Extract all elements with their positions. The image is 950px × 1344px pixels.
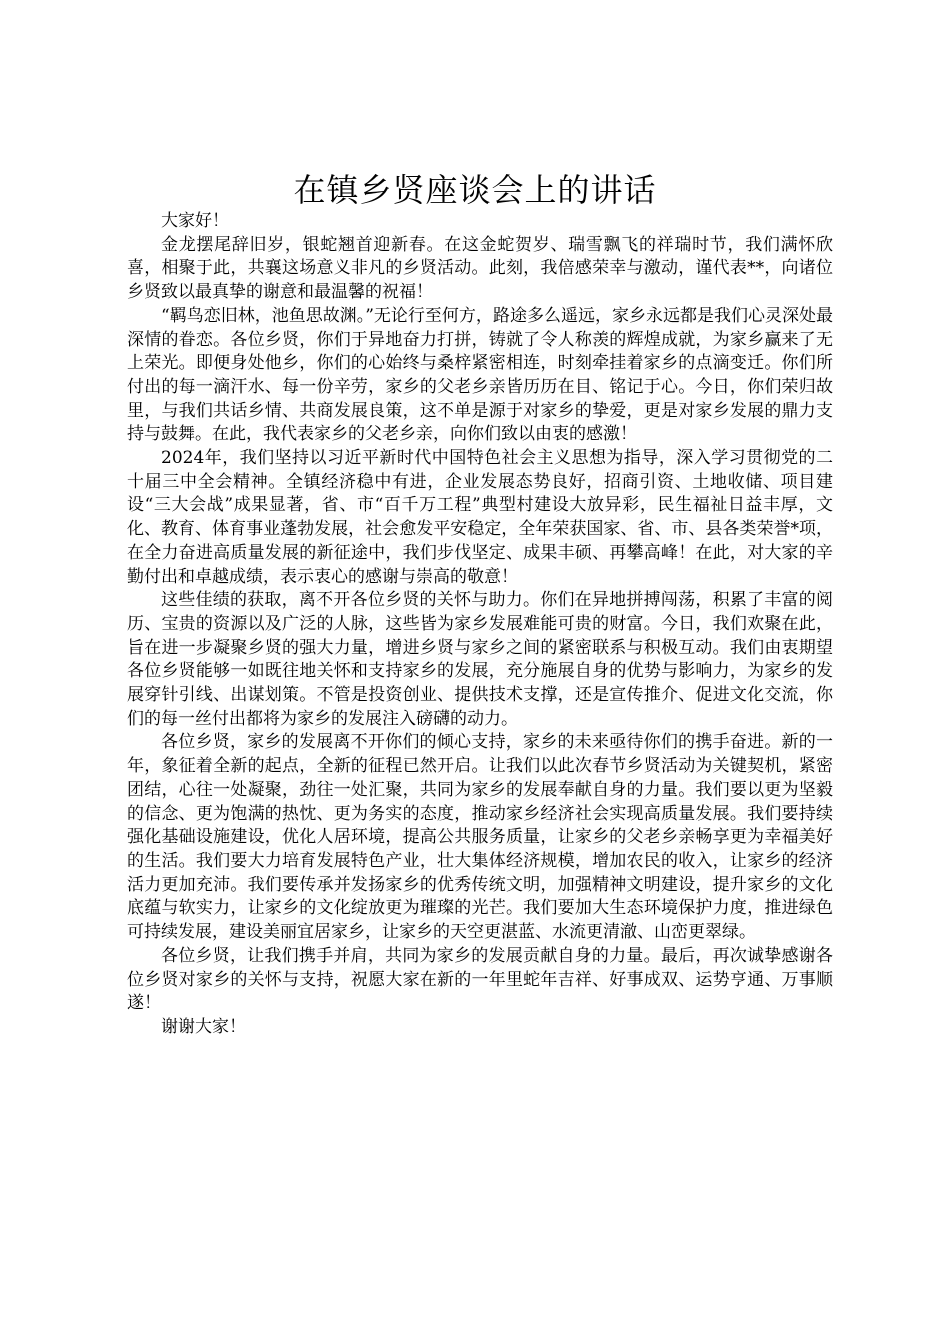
- paragraph-closing: 各位乡贤，让我们携手并肩，共同为家乡的发展贡献自身的力量。最后，再次诚挚感谢各位乡贤对家乡的关怀与支持，祝愿大家在新的一年里蛇年吉祥、好事成双、运势亨通、万事顺遂！: [127, 945, 833, 1014]
- paragraph-support: 这些佳绩的获取，离不开各位乡贤的关怀与助力。你们在异地拼搏闯荡，积累了丰富的阅历、宝贵的资源以及广泛的人脉，这些皆为家乡发展难能可贵的财富。今日，我们欢聚在此，旨在进一步凝聚乡贤的强大力量，增进乡贤与家乡之间的紧密联系与积极互动。我们由衷期望各位乡贤能够一如既往地关怀和支持家乡的发展，充分施展自身的优势与影响力，为家乡的发展穿针引线、出谋划策。不管是投资创业、提供技术支撑，还是宣传推介、促进文化交流，你们的每一丝付出都将为家乡的发展注入磅礴的动力。: [127, 590, 833, 729]
- document-title: 在镇乡贤座谈会上的讲话: [293, 171, 657, 209]
- paragraph-greeting: 大家好！: [161, 211, 229, 231]
- paragraph-opening: 金龙摆尾辞旧岁，银蛇翘首迎新春。在这金蛇贺岁、瑞雪飘飞的祥瑞时节，我们满怀欣喜，相聚于此，共襄这场意义非凡的乡贤活动。此刻，我倍感荣幸与激动，谨代表**，向诸位乡贤致以最真挚的谢意和最温馨的祝福！: [127, 234, 833, 303]
- paragraph-future: 各位乡贤，家乡的发展离不开你们的倾心支持，家乡的未来亟待你们的携手奋进。新的一年，象征着全新的起点，全新的征程已然开启。让我们以此次春节乡贤活动为关键契机，紧密团结，心往一处凝聚，劲往一处汇聚，共同为家乡的发展奉献自身的力量。我们要以更为坚毅的信念、更为饱满的热忱、更为务实的态度，推动家乡经济社会实现高质量发展。我们要持续强化基础设施建设，优化人居环境，提高公共服务质量，让家乡的父老乡亲畅享更为幸福美好的生活。我们要大力培育发展特色产业，壮大集体经济规模，增加农民的收入，让家乡的经济活力更加充沛。我们要传承并发扬家乡的优秀传统文明，加强精神文明建设，提升家乡的文化底蕴与软实力，让家乡的文化绽放更为璀璨的光芒。我们要加大生态环境保护力度，推进绿色可持续发展，建设美丽宜居家乡，让家乡的天空更湛蓝、水流更清澈、山峦更翠绿。: [127, 732, 833, 943]
- paragraph-achievements: 2024年，我们坚持以习近平新时代中国特色社会主义思想为指导，深入学习贯彻党的二十届三中全会精神。全镇经济稳中有进，企业发展态势良好，招商引资、土地收储、项目建设“三大会战”成果显著，省、市“百千万工程”典型村建设大放异彩，民生福祉日益丰厚，文化、教育、体育事业蓬勃发展，社会愈发平安稳定，全年荣获国家、省、市、县各类荣誉*项，在全力奋进高质量发展的新征途中，我们步伐坚定、成果丰硕、再攀高峰！在此，对大家的辛勤付出和卓越成绩，表示衷心的感谢与崇高的敬意！: [127, 448, 833, 587]
- paragraph-gratitude: “羁鸟恋旧林，池鱼思故渊。”无论行至何方，路途多么遥远，家乡永远都是我们心灵深处最深情的眷恋。各位乡贤，你们于异地奋力打拼，铸就了令人称羡的辉煌成就，为家乡赢来了无上荣光。即便身处他乡，你们的心始终与桑梓紧密相连，时刻牵挂着家乡的点滴变迁。你们所付出的每一滴汗水、每一份辛劳，家乡的父老乡亲皆历历在目、铭记于心。今日，你们荣归故里，与我们共话乡情、共商发展良策，这不单是源于对家乡的挚爱，更是对家乡发展的鼎力支持与鼓舞。在此，我代表家乡的父老乡亲，向你们致以由衷的感激！: [127, 305, 833, 445]
- paragraph-thanks: 谢谢大家！: [161, 1016, 246, 1037]
- document-body: [127, 210, 833, 1040]
